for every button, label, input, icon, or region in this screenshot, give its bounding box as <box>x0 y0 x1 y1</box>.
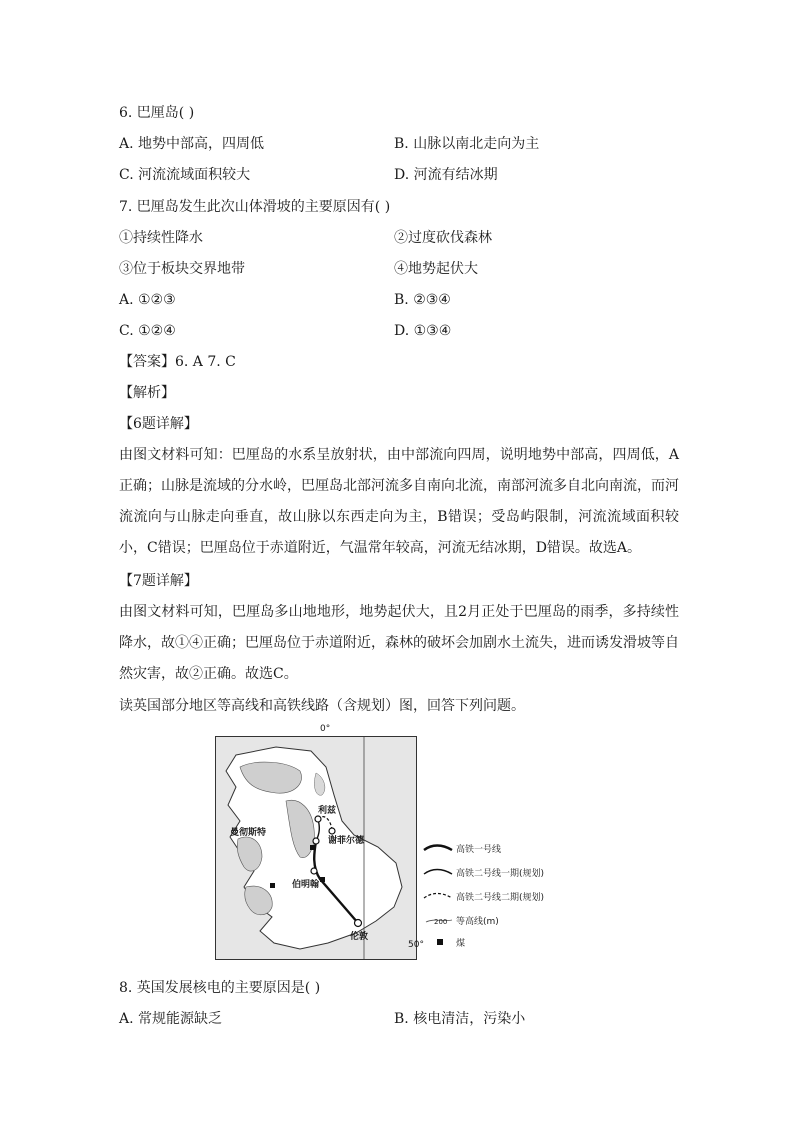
q7-statement-2: ②过度砍伐森林 <box>394 230 492 246</box>
q8-stem: 8. 英国发展核电的主要原因是( ) <box>119 980 321 996</box>
city-birmingham: 伯明翰 <box>292 880 320 890</box>
q8-option-b: B. 核电清洁，污染小 <box>394 1011 526 1027</box>
legend-contour: 等高线(m) <box>456 917 499 927</box>
longitude-label: 0° <box>320 724 331 734</box>
q7-statement-1: ①持续性降水 <box>119 230 203 246</box>
city-manchester: 曼彻斯特 <box>230 828 267 838</box>
uk-map-drawing <box>216 737 416 959</box>
q7-statement-4: ④地势起伏大 <box>394 261 478 277</box>
detail-6-heading: 【6题详解】 <box>119 416 198 432</box>
detail-7-heading: 【7题详解】 <box>119 573 198 589</box>
q6-option-c: C. 河流流域面积较大 <box>119 167 251 183</box>
answer-line: 【答案】6. A 7. C <box>119 354 236 370</box>
legend-hsr2-phase1: 高铁二号线一期(规划) <box>456 869 545 879</box>
city-leeds: 利兹 <box>318 806 337 816</box>
q7-option-a: A. ①②③ <box>119 292 176 308</box>
legend-hsr2-phase2: 高铁二号线二期(规划) <box>456 893 545 903</box>
detail-6-paragraph: 由图文材料可知：巴厘岛的水系呈放射状，由中部流向四周，说明地势中部高，四周低，A正确；山脉是流域的分水岭，巴厘岛北部河流多自南向北流，南部河流多自北向南流，而河流流向与山脉走向垂直，故山脉以东西走向为主，B错误；受岛屿限制，河流流域面积较小，C错误；巴厘岛位于赤道附近，气温常年较高，河流无结冰期，D错误。故选A。 <box>119 447 679 556</box>
city-london: 伦敦 <box>350 932 369 942</box>
q6-option-d: D. 河流有结冰期 <box>394 167 498 183</box>
q8-option-a: A. 常规能源缺乏 <box>119 1011 223 1027</box>
q6-stem: 6. 巴厘岛( ) <box>119 105 195 121</box>
q7-option-b: B. ②③④ <box>394 292 451 308</box>
legend-coal: 煤 <box>456 939 466 949</box>
q7-statement-3: ③位于板块交界地带 <box>119 261 245 277</box>
legend-contour-value: 200 <box>434 918 448 926</box>
q6-option-a: A. 地势中部高，四周低 <box>119 136 265 152</box>
q6-option-b: B. 山脉以南北走向为主 <box>394 136 540 152</box>
legend-symbols <box>420 838 456 950</box>
legend-hsr1: 高铁一号线 <box>456 845 502 855</box>
analysis-heading: 【解析】 <box>119 385 175 401</box>
detail-7-paragraph: 由图文材料可知，巴厘岛多山地地形，地势起伏大，且2月正处于巴厘岛的雨季，多持续性降水，故①④正确；巴厘岛位于赤道附近，森林的破坏会加剧水土流失，进而诱发滑坡等自然灾害，故②正确。故选C。 <box>119 604 679 682</box>
map-frame <box>215 736 417 960</box>
uk-map-figure <box>212 726 580 970</box>
map-intro: 读英国部分地区等高线和高铁线路（含规划）图，回答下列问题。 <box>119 698 525 714</box>
q7-option-c: C. ①②④ <box>119 323 176 339</box>
city-sheffield: 谢菲尔德 <box>328 836 365 846</box>
q7-option-d: D. ①③④ <box>394 323 452 339</box>
q7-stem: 7. 巴厘岛发生此次山体滑坡的主要原因有( ) <box>119 199 391 215</box>
latitude-label: 50° <box>408 940 424 950</box>
